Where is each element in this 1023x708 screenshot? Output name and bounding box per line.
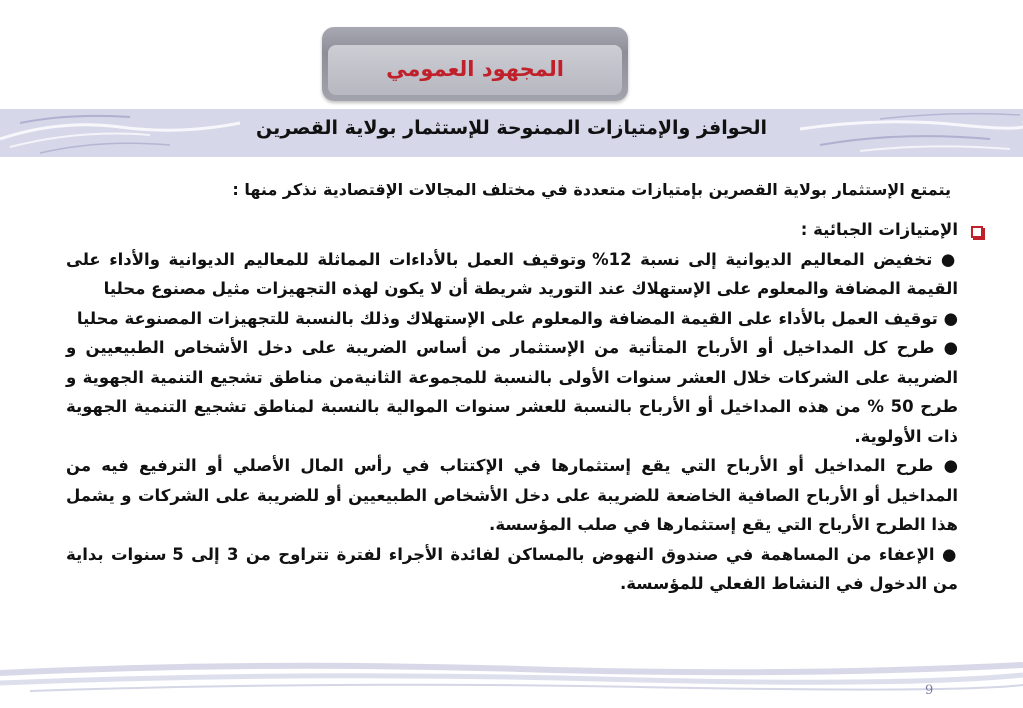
list-item: ● تخفيض المعاليم الديوانية إلى نسبة 12% وتوقيف العمل بالأداءات المماثلة للمعاليم الديوانية والأداء على القيمة المضافة والمعلوم على الإستهلاك عند التوريد شريطة أن لا يكون لهذه التجهيزات مثيل مصنوع محليا	[66, 249, 958, 298]
list-item: ● طرح المداخيل أو الأرباح التي يقع إستثمارها في الإكتتاب في رأس المال الأصلي أو الترفيع فيه من المداخيل أو الأرباح الصافية الخاضعة للضريبة على دخل الأشخاص الطبيعيين أو للضريبة على الشركات و يشمل هذا الطرح الأرباح التي يقع إستثمارها في صلب المؤسسة.	[66, 456, 958, 534]
header-tab	[322, 27, 628, 101]
section-heading: الإمتيازات الجبائية :	[800, 220, 958, 239]
list-item: ● توقيف العمل بالأداء على القيمة المضافة والمعلوم على الإستهلاك وذلك بالنسبة للتجهيزات المصنوعة محليا	[76, 308, 958, 328]
intro-text: يتمتع الإستثمار بولاية القصرين بإمتيازات متعددة في مختلف المجالات الإقتصادية نذكر منها :	[232, 180, 951, 199]
header-tab-label: المجهود العمومي	[386, 57, 564, 81]
checkbox-bullet-icon	[971, 226, 983, 238]
list-item: ● الإعفاء من المساهمة في صندوق النهوض بالمساكن لفائدة الأجراء لفترة تتراوح من 3 إلى 5 سنوات بداية من الدخول في النشاط الفعلي للمؤسسة.	[66, 544, 958, 593]
bottom-wave-decoration	[0, 655, 1023, 695]
list-item: ● طرح كل المداخيل أو الأرباح المتأتية من الإستثمار من أساس الضريبة على دخل الأشخاص الطبيعيين و الضريبة على الشركات خلال العشر سنوات الأولى بالنسبة للمجموعة الثانيةمن مناطق تشجيع التنمية الجهوية و طرح 50 % من هذه المداخيل أو الأرباح بالنسبة للعشر سنوات الموالية بالنسبة لمناطق تشجيع التنمية الجهوية ذات الأولوية.	[66, 338, 958, 446]
page-number: 9	[925, 683, 934, 698]
slide-title: الحوافز والإمتيازات الممنوحة للإستثمار بولاية القصرين	[255, 117, 768, 139]
content-body	[66, 215, 958, 599]
